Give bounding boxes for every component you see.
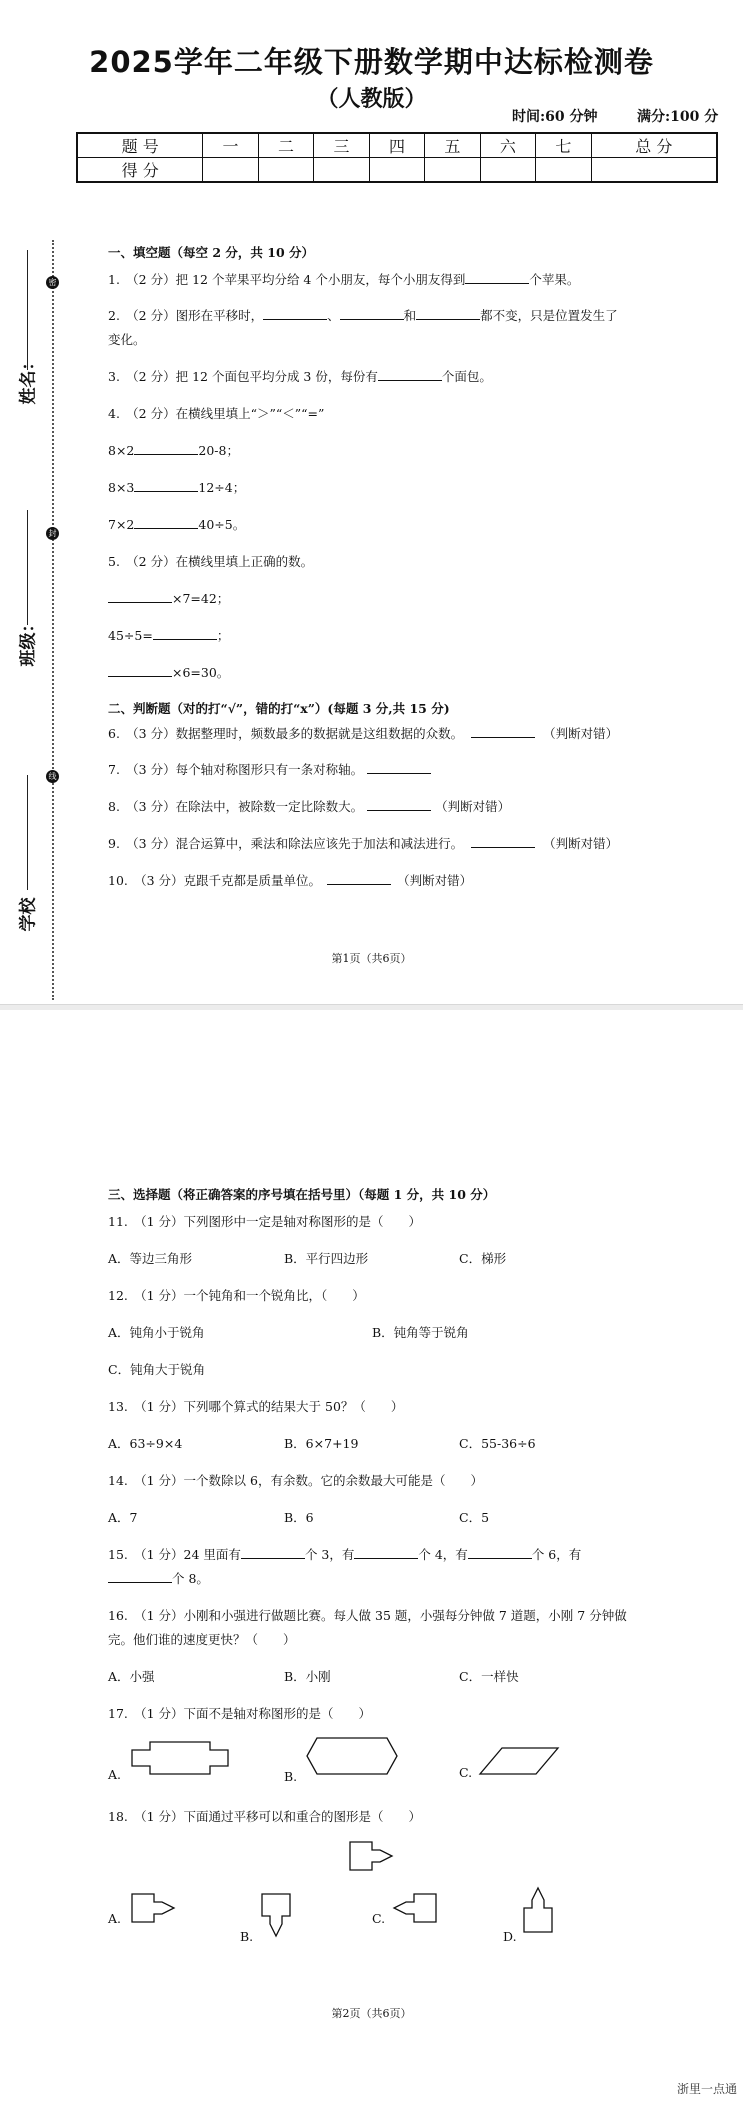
- answer-blank[interactable]: [108, 664, 172, 677]
- score-header-cell: 六: [480, 133, 535, 158]
- q4-right: 20-8；: [198, 443, 239, 458]
- question-15-cont: [108, 1570, 209, 1588]
- option-a[interactable]: A．等边三角形: [108, 1251, 193, 1266]
- question-15: [108, 1546, 581, 1564]
- seal-dot-feng: 封: [46, 527, 59, 540]
- question-16: 16. （1 分）小刚和小强进行做题比赛。每人做 35 题，小强每分钟做 7 道题，小刚 7 分钟做: [108, 1608, 627, 1623]
- page-1-footer: 第1页（共6页）: [331, 952, 412, 965]
- score-header-cell: 一: [203, 133, 258, 158]
- question-17: 17. （1 分）下面不是轴对称图形的是（ ）: [108, 1706, 372, 1721]
- option-a[interactable]: A.: [108, 1911, 122, 1926]
- score-header-cell: 七: [536, 133, 591, 158]
- name-blank-line: [27, 250, 28, 370]
- option-a[interactable]: A．钝角小于锐角: [108, 1325, 205, 1340]
- option-b[interactable]: B.: [240, 1929, 254, 1944]
- arrow-left-shape: [392, 1892, 438, 1924]
- section-3-heading: 三、选择题（将正确答案的序号填在括号里）（每题 1 分，共 10 分）: [108, 1187, 496, 1202]
- q10-text: 10. （3 分）克跟千克都是质量单位。: [108, 873, 322, 888]
- class-label: 班级：: [18, 615, 39, 667]
- question-10: [108, 872, 472, 890]
- watermark-text: 浙里一点通: [676, 2082, 737, 2096]
- question-7: [108, 761, 431, 779]
- seal-dot-mi: 密: [46, 276, 59, 289]
- question-9: [108, 835, 618, 853]
- question-5-item: [108, 627, 229, 645]
- score-header-cell: 五: [425, 133, 480, 158]
- answer-blank[interactable]: [134, 442, 198, 455]
- answer-blank[interactable]: [367, 798, 431, 811]
- page-2: [0, 1010, 743, 2102]
- score-cell[interactable]: [203, 158, 258, 183]
- reference-arrow-shape: [348, 1840, 394, 1872]
- q10-hint: （判断对错）: [397, 873, 473, 888]
- question-11: 11. （1 分）下列图形中一定是轴对称图形的是（ ）: [108, 1214, 422, 1229]
- q5-text: ×6=30。: [172, 665, 230, 680]
- q5-text: ×7=42；: [172, 591, 230, 606]
- question-2-cont: 变化。: [108, 332, 146, 347]
- score-header-cell: 三: [314, 133, 369, 158]
- question-14: 14. （1 分）一个数除以 6，有余数。它的余数最大可能是（ ）: [108, 1473, 483, 1488]
- answer-blank[interactable]: [471, 725, 535, 738]
- answer-blank[interactable]: [134, 516, 198, 529]
- question-8: [108, 798, 510, 816]
- binding-dotted-line: [52, 240, 54, 1000]
- question-4: 4. （2 分）在横线里填上“＞”“＜”“=”: [108, 406, 325, 421]
- score-row-label: 得 分: [77, 158, 203, 183]
- exam-subtitle: （人教版）: [316, 87, 427, 112]
- q15-text: 个 4，有: [418, 1547, 468, 1562]
- option-c[interactable]: C.: [372, 1911, 386, 1926]
- page-1: [0, 0, 743, 1004]
- question-4-item: [108, 442, 239, 460]
- seal-dot-xian: 线: [46, 770, 59, 783]
- parallelogram-figure: [478, 1746, 560, 1776]
- q15-text: 个 3，有: [304, 1547, 355, 1562]
- exam-full-score: 满分:100 分: [637, 109, 719, 125]
- class-blank-line: [27, 510, 28, 625]
- option-d[interactable]: D.: [503, 1929, 517, 1944]
- q4-left: 8×2: [108, 443, 135, 458]
- q9-hint: （判断对错）: [543, 836, 619, 851]
- hexagon-figure: [305, 1736, 399, 1776]
- q2-and: 和: [403, 308, 417, 323]
- arrow-right-shape: [130, 1892, 176, 1924]
- q7-text: 7. （3 分）每个轴对称图形只有一条对称轴。: [108, 762, 364, 777]
- score-cell[interactable]: [591, 158, 717, 183]
- score-header-cell: 四: [369, 133, 424, 158]
- arrow-down-shape: [260, 1892, 292, 1938]
- option-b[interactable]: B．平行四边形: [284, 1251, 369, 1266]
- score-cell[interactable]: [536, 158, 591, 183]
- option-c[interactable]: C.: [459, 1765, 473, 1780]
- option-a[interactable]: A．小强: [108, 1669, 155, 1684]
- school-label: 学校: [18, 897, 39, 932]
- question-3: [108, 368, 492, 386]
- q3-text: 3. （2 分）把 12 个面包平均分成 3 份，每份有: [108, 369, 378, 384]
- q1-text-end: 个苹果。: [529, 272, 580, 287]
- answer-blank[interactable]: [468, 1546, 532, 1559]
- arrow-up-shape: [522, 1886, 554, 1934]
- question-2: [108, 307, 618, 325]
- q4-left: 7×2: [108, 517, 135, 532]
- q4-right: 12÷4；: [198, 480, 246, 495]
- score-cell[interactable]: [480, 158, 535, 183]
- q4-left: 8×3: [108, 480, 135, 495]
- section-2-heading: 二、判断题（对的打“√”，错的打“x”）(每题 3 分,共 15 分): [108, 701, 450, 716]
- q8-text: 8. （3 分）在除法中，被除数一定比除数大。: [108, 799, 364, 814]
- question-4-item: [108, 516, 245, 534]
- score-cell[interactable]: [369, 158, 424, 183]
- q2-sep: 、: [327, 308, 340, 323]
- question-13: 13. （1 分）下列哪个算式的结果大于 50？（ ）: [108, 1399, 404, 1414]
- option-a[interactable]: A.: [108, 1767, 122, 1782]
- question-5-item: [108, 664, 229, 682]
- question-16-cont: 完。他们谁的速度更快？（ ）: [108, 1632, 296, 1647]
- q9-text: 9. （3 分）混合运算中，乘法和除法应该先于加法和减法进行。: [108, 836, 464, 851]
- q2-text: 2. （2 分）图形在平移时，: [108, 308, 264, 323]
- option-a[interactable]: A．7: [108, 1510, 138, 1525]
- exam-time: 时间:60 分钟: [512, 109, 598, 125]
- score-header-cell: 二: [258, 133, 313, 158]
- option-c[interactable]: C．5: [459, 1510, 490, 1525]
- section-1-heading: 一、填空题（每空 2 分，共 10 分）: [108, 245, 315, 260]
- answer-blank[interactable]: [340, 307, 404, 320]
- q15-text: 个 6，有: [531, 1547, 582, 1562]
- q2-text-end: 都不变，只是位置发生了: [480, 308, 618, 323]
- q6-text: 6. （3 分）数据整理时，频数最多的数据就是这组数据的众数。: [108, 726, 464, 741]
- answer-blank[interactable]: [471, 835, 535, 848]
- cross-shape-figure: [130, 1740, 230, 1776]
- score-header-cell: 总 分: [591, 133, 717, 158]
- answer-blank[interactable]: [241, 1546, 305, 1559]
- score-cell[interactable]: [425, 158, 480, 183]
- option-c[interactable]: C．一样快: [459, 1669, 519, 1684]
- score-table-score-row: [77, 158, 717, 183]
- question-4-item: [108, 479, 245, 497]
- exam-title: 2025学年二年级下册数学期中达标检测卷: [89, 45, 654, 79]
- answer-blank[interactable]: [153, 627, 217, 640]
- option-c[interactable]: C．梯形: [459, 1251, 507, 1266]
- q3-text-end: 个面包。: [441, 369, 492, 384]
- answer-blank[interactable]: [367, 761, 431, 774]
- q4-right: 40÷5。: [198, 517, 246, 532]
- answer-blank[interactable]: [465, 271, 529, 284]
- option-c[interactable]: C．55-36÷6: [459, 1436, 536, 1451]
- q1-text: 1. （2 分）把 12 个苹果平均分给 4 个小朋友，每个小朋友得到: [108, 272, 466, 287]
- option-b[interactable]: B．钝角等于锐角: [372, 1325, 469, 1340]
- score-table: [76, 132, 718, 183]
- option-a[interactable]: A．63÷9×4: [108, 1436, 183, 1451]
- option-b[interactable]: B．小刚: [284, 1669, 331, 1684]
- score-table-header-row: [77, 133, 717, 158]
- option-b[interactable]: B．6×7+19: [284, 1436, 359, 1451]
- page-2-footer: 第2页（共6页）: [331, 2007, 412, 2020]
- option-b[interactable]: B．6: [284, 1510, 314, 1525]
- answer-blank[interactable]: [134, 479, 198, 492]
- question-12: 12. （1 分）一个钝角和一个锐角比，（ ）: [108, 1288, 365, 1303]
- answer-blank[interactable]: [108, 1570, 172, 1583]
- question-5-item: [108, 590, 229, 608]
- question-1: [108, 271, 579, 289]
- answer-blank[interactable]: [378, 368, 442, 381]
- q6-hint: （判断对错）: [543, 726, 619, 741]
- question-5: 5. （2 分）在横线里填上正确的数。: [108, 554, 314, 569]
- option-c[interactable]: C．钝角大于锐角: [108, 1362, 206, 1377]
- answer-blank[interactable]: [416, 307, 480, 320]
- q15-text-end: 个 8。: [172, 1571, 209, 1586]
- option-b[interactable]: B.: [284, 1769, 298, 1784]
- score-cell[interactable]: [258, 158, 313, 183]
- name-label: 姓名：: [18, 353, 39, 405]
- q15-text: 15. （1 分）24 里面有: [108, 1547, 241, 1562]
- q8-hint: （判断对错）: [435, 799, 511, 814]
- answer-blank[interactable]: [354, 1546, 418, 1559]
- score-cell[interactable]: [314, 158, 369, 183]
- question-6: [108, 725, 618, 743]
- answer-blank[interactable]: [108, 590, 172, 603]
- answer-blank[interactable]: [263, 307, 327, 320]
- q5-text: 45÷5=: [108, 628, 153, 643]
- question-18: 18. （1 分）下面通过平移可以和重合的图形是（ ）: [108, 1809, 422, 1824]
- school-blank-line: [27, 775, 28, 890]
- score-header-cell: 题 号: [77, 133, 203, 158]
- answer-blank[interactable]: [327, 872, 391, 885]
- q5-text-end: ；: [216, 628, 230, 643]
